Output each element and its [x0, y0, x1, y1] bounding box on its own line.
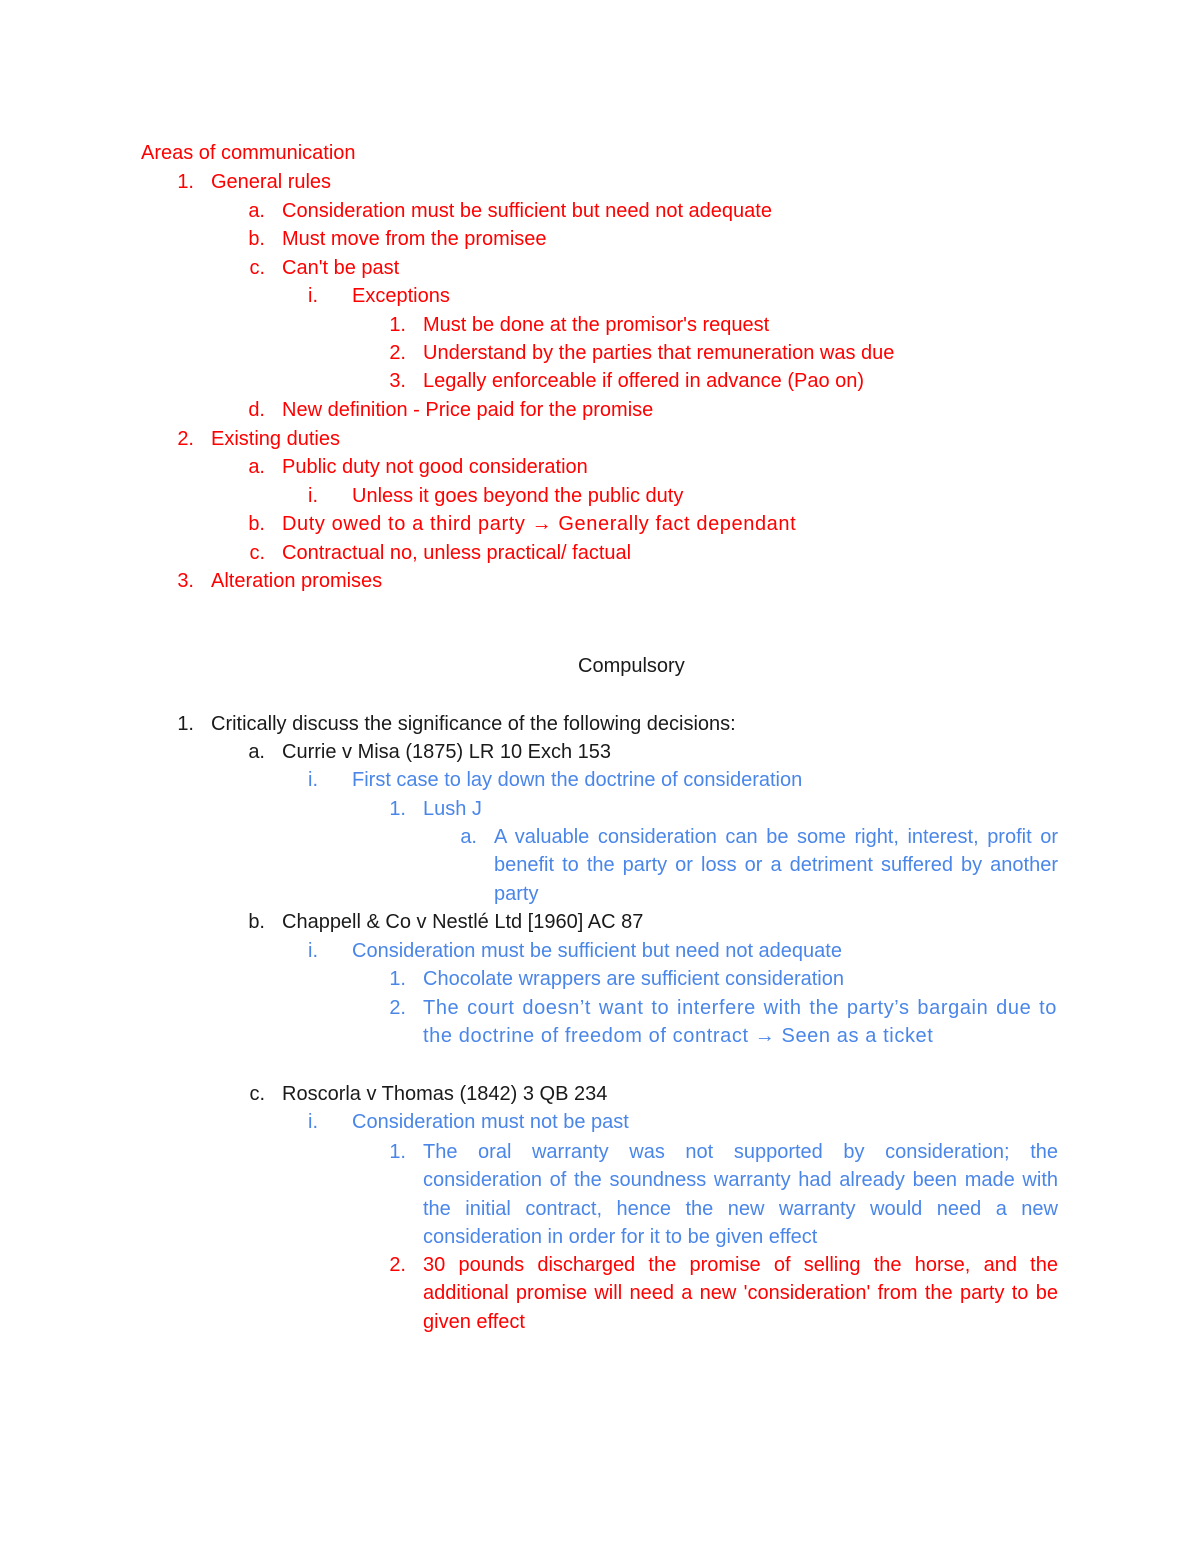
- list-item: First case to lay down the doctrine of consideration: [352, 769, 803, 791]
- section-heading-areas: Areas of communication: [141, 142, 356, 164]
- list-item: Understand by the parties that remuneration was due: [423, 342, 895, 364]
- list-marker: i.: [308, 940, 318, 962]
- list-item: Exceptions: [352, 285, 450, 307]
- list-marker: b.: [248, 513, 265, 535]
- list-item: General rules: [211, 171, 332, 193]
- list-marker: b.: [248, 228, 265, 250]
- list-marker: a.: [460, 826, 477, 848]
- list-item: Can't be past: [282, 257, 400, 279]
- list-marker: 2.: [389, 1254, 406, 1276]
- list-item: Consideration must not be past: [352, 1111, 629, 1133]
- list-item: Chocolate wrappers are sufficient consideration: [423, 968, 844, 990]
- list-marker: 3.: [177, 570, 194, 592]
- case-name: Roscorla v Thomas (1842) 3 QB 234: [282, 1083, 608, 1105]
- list-marker: 3.: [389, 370, 406, 392]
- list-item: Contractual no, unless practical/ factual: [282, 542, 632, 564]
- list-marker: 1.: [389, 1141, 406, 1163]
- list-item: Unless it goes beyond the public duty: [352, 485, 684, 507]
- list-item: New definition - Price paid for the promise: [282, 399, 654, 421]
- question-text: Critically discuss the significance of the following decisions:: [211, 713, 736, 735]
- list-item: Existing duties: [211, 428, 340, 450]
- list-item: Consideration must be sufficient but need not adequate: [352, 940, 842, 962]
- list-item: Alteration promises: [211, 570, 383, 592]
- list-item: A valuable consideration can be some right, interest, profit or benefit to the party or loss or a detriment suffered by another party: [494, 826, 1058, 905]
- list-item: Legally enforceable if offered in advance (Pao on): [423, 370, 865, 392]
- list-item: Public duty not good consideration: [282, 456, 588, 478]
- list-marker: 2.: [389, 342, 406, 364]
- list-marker: i.: [308, 769, 318, 791]
- list-marker: i.: [308, 1111, 318, 1133]
- case-name: Currie v Misa (1875) LR 10 Exch 153: [282, 741, 612, 763]
- case-name: Chappell & Co v Nestlé Ltd [1960] AC 87: [282, 911, 644, 933]
- list-item: The court doesn’t want to interfere with the party’s bargain due to the doctrine of freedom of contract → Seen as a ticket: [423, 997, 1057, 1048]
- list-item: Lush J: [423, 798, 482, 820]
- list-marker: a.: [248, 456, 265, 478]
- list-marker: i.: [308, 485, 318, 507]
- list-item: Consideration must be sufficient but need not adequate: [282, 200, 772, 222]
- list-marker: 1.: [389, 968, 406, 990]
- list-marker: 1.: [389, 798, 406, 820]
- list-marker: 1.: [177, 171, 194, 193]
- list-marker: c.: [249, 1083, 265, 1105]
- list-marker: c.: [249, 257, 265, 279]
- list-marker: a.: [248, 741, 265, 763]
- list-marker: c.: [249, 542, 265, 564]
- list-item: Must be done at the promisor's request: [423, 314, 770, 336]
- list-marker: i.: [308, 285, 318, 307]
- list-item: Duty owed to a third party → Generally fact dependant: [282, 513, 797, 535]
- list-marker: b.: [248, 911, 265, 933]
- list-marker: a.: [248, 200, 265, 222]
- list-marker: 2.: [177, 428, 194, 450]
- list-marker: d.: [248, 399, 265, 421]
- list-marker: 1.: [389, 314, 406, 336]
- list-item: The oral warranty was not supported by consideration; the consideration of the soundness warranty had already been made with the initial contract, hence the new warranty would need a new consideration in order for it to be given effect: [423, 1141, 1058, 1248]
- section-heading-compulsory: Compulsory: [578, 655, 685, 677]
- list-marker: 1.: [177, 713, 194, 735]
- list-item: Must move from the promisee: [282, 228, 547, 250]
- list-marker: 2.: [389, 997, 406, 1019]
- list-item: 30 pounds discharged the promise of selling the horse, and the additional promise will need a new 'consideration' from the party to be given effect: [423, 1254, 1058, 1333]
